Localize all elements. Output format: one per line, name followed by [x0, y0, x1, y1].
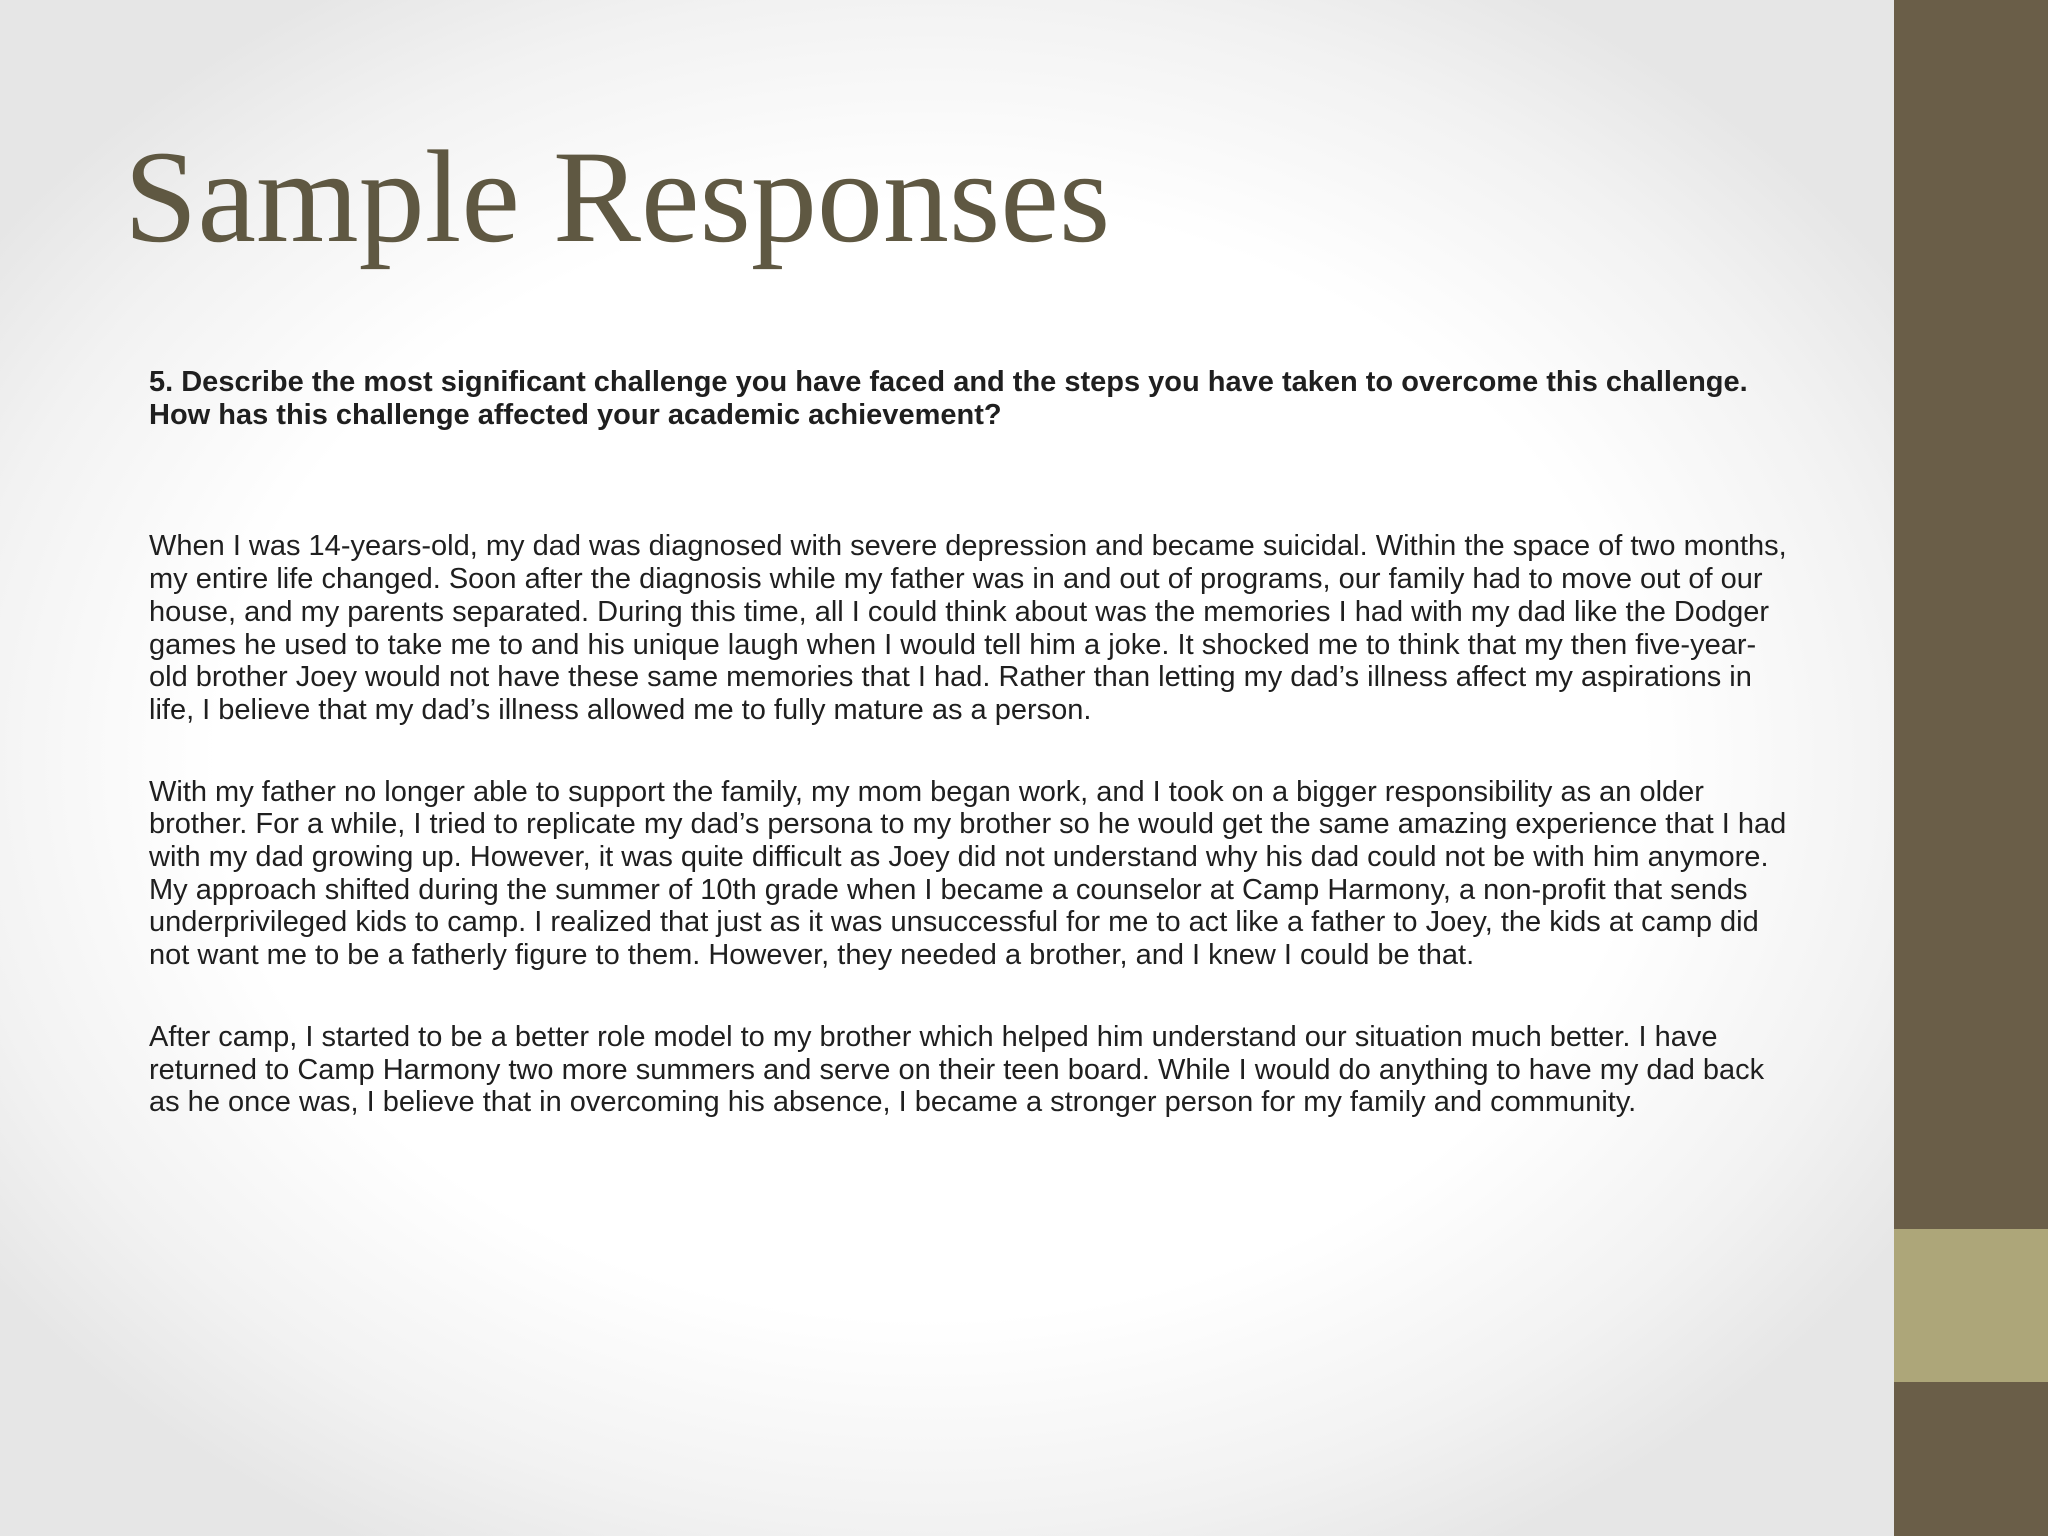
decorative-side-accent	[1894, 1229, 2048, 1382]
decorative-side-bar	[1894, 0, 2048, 1536]
slide-body	[149, 366, 1789, 1119]
response-paragraph-2: With my father no longer able to support the family, my mom began work, and I took on a bigger responsibility as an older brother. For a while, I tried to replicate my dad’s persona to my brother so he would get the same amazing experience that I had with my dad growing up. However, it was quite difficult as Joey did not understand why his dad could not be with him anymore. My approach shifted during the summer of 10th grade when I became a counselor at Camp Harmony, a non-profit that sends underprivileged kids to camp. I realized that just as it was unsuccessful for me to act like a father to Joey, the kids at camp did not want me to be a fatherly figure to them. However, they needed a brother, and I knew I could be that.	[149, 775, 1787, 972]
essay-question: 5. Describe the most significant challenge you have faced and the steps you have taken to overcome this challenge. How has this challenge affected your academic achievement?	[149, 366, 1748, 431]
slide-title: Sample Responses	[124, 123, 1111, 270]
response-paragraph-1: When I was 14-years-old, my dad was diagnosed with severe depression and became suicidal. Within the space of two months, my entire life changed. Soon after the diagnosis while my father was in and out of programs, our family had to move out of our house, and my parents separated. During this time, all I could think about was the memories I had with my dad like the Dodger games he used to take me to and his unique laugh when I would tell him a joke. It shocked me to think that my then five-year-old brother Joey would not have these same memories that I had. Rather than letting my dad’s illness affect my aspirations in life, I believe that my dad’s illness allowed me to fully mature as a person.	[149, 530, 1787, 726]
response-paragraph-3: After camp, I started to be a better role model to my brother which helped him understand our situation much better. I have returned to Camp Harmony two more summers and serve on their teen board. While I would do anything to have my dad back as he once was, I believe that in overcoming his absence, I became a stronger person for my family and community.	[149, 1020, 1765, 1119]
